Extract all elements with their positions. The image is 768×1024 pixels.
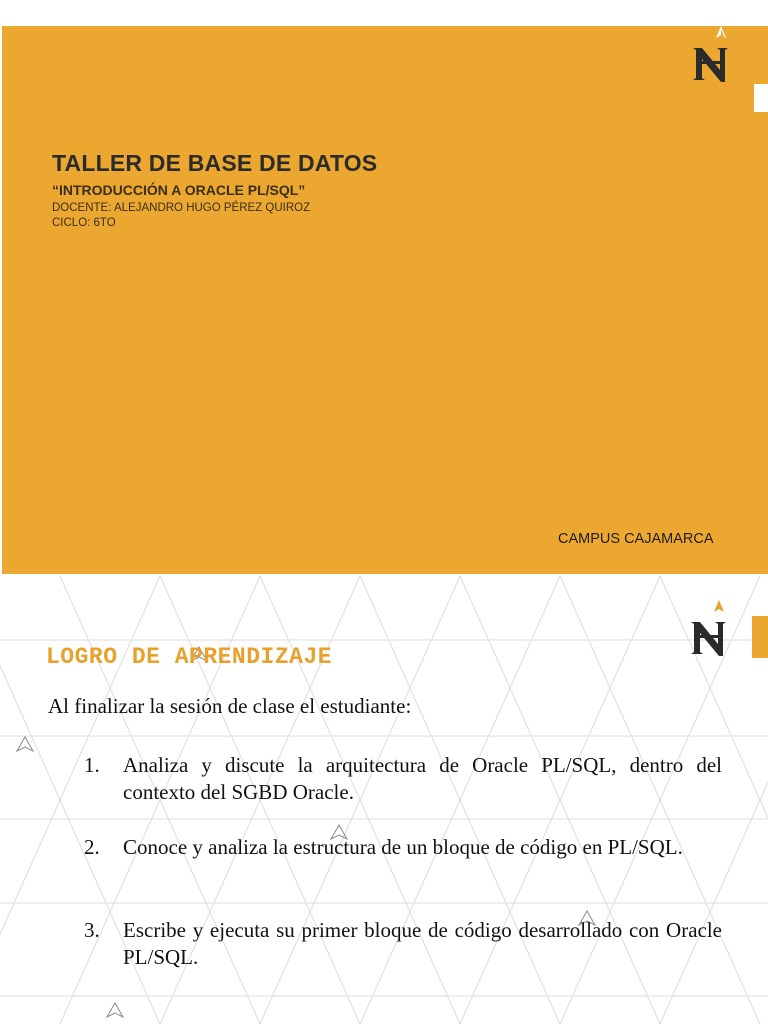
list-item-text: Conoce y analiza la estructura de un bloque de código en PL/SQL. xyxy=(123,835,683,859)
campus-label: CAMPUS CAJAMARCA xyxy=(558,531,714,547)
list-item-number: 2. xyxy=(84,835,100,859)
course-title: TALLER DE BASE DE DATOS xyxy=(52,150,378,176)
triangle-marker-icon xyxy=(16,736,34,752)
list-item-text: Escribe y ejecuta su primer bloque de código desarrollado con Oracle PL/SQL. xyxy=(123,918,722,969)
university-logo-icon xyxy=(690,26,732,84)
session-subtitle: “INTRODUCCIÓN A ORACLE PL/SQL” xyxy=(52,182,306,198)
cycle-line: CICLO: 6TO xyxy=(52,217,116,229)
list-item xyxy=(84,834,722,861)
learning-goal-heading: LOGRO DE APRENDIZAJE xyxy=(46,644,333,670)
right-edge-accent xyxy=(752,616,768,658)
title-slide xyxy=(2,26,768,574)
teacher-line: DOCENTE: ALEJANDRO HUGO PÉREZ QUIROZ xyxy=(52,202,311,214)
learning-goal-slide xyxy=(0,576,768,1024)
list-item xyxy=(84,752,722,806)
list-item-text: Analiza y discute la arquitectura de Oracle PL/SQL, dentro del contexto del SGBD Oracle. xyxy=(123,753,722,804)
list-item xyxy=(84,917,722,971)
list-item-number: 1. xyxy=(84,753,100,777)
right-edge-strip xyxy=(754,84,768,112)
university-logo-icon xyxy=(688,600,730,658)
triangle-marker-icon xyxy=(106,1002,124,1018)
list-item-number: 3. xyxy=(84,918,100,942)
intro-sentence: Al finalizar la sesión de clase el estudiante: xyxy=(48,694,412,718)
